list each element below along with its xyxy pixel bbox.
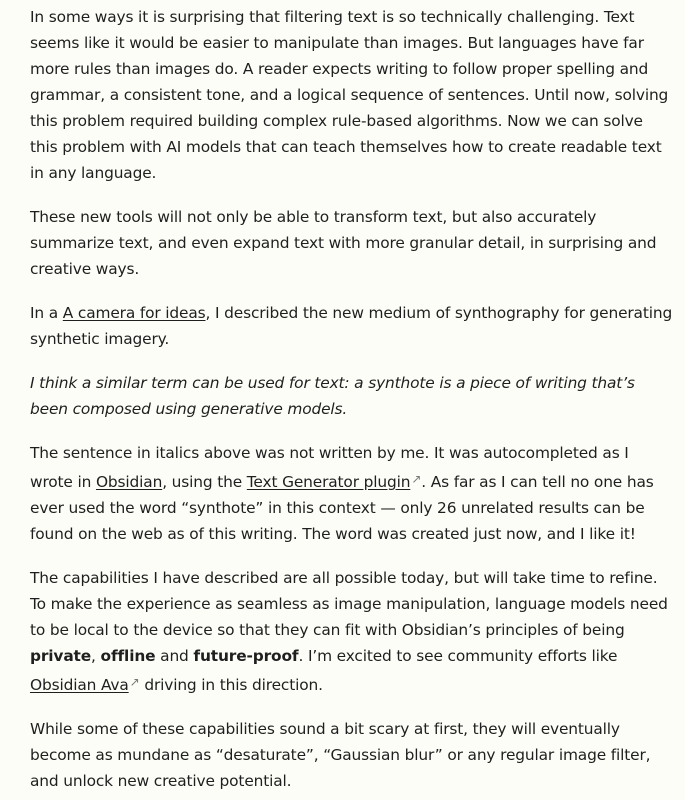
text-segment: , bbox=[91, 647, 101, 665]
external-link-icon: ↗ bbox=[411, 472, 422, 486]
external-link-icon: ↗ bbox=[129, 675, 140, 689]
text-segment: , I described the new medium of synthography for generating synthetic imagery. bbox=[30, 304, 673, 348]
link-obsidian[interactable]: Obsidian bbox=[95, 473, 163, 491]
text-segment: The sentence in italics above was not written by me. It was autocompleted as I wrote in bbox=[30, 444, 629, 491]
bold-offline: offline bbox=[100, 647, 156, 665]
paragraph-new-tools: These new tools will not only be able to transform text, but also accurately summarize text, and even expand text with more granular detail, in surprising and creative ways. bbox=[30, 208, 657, 278]
paragraph-autocompleted bbox=[30, 440, 675, 547]
link-a-camera-for-ideas[interactable]: A camera for ideas bbox=[62, 304, 206, 322]
text-segment: . I’m excited to see community efforts like bbox=[298, 647, 618, 665]
text-segment: . As far as I can tell no one has ever used the word “synthote” in this context — only 26 unrelated results can be found on the web as of this writing. The word was created just now, and I like it! bbox=[30, 473, 654, 543]
text-segment: driving in this direction. bbox=[139, 676, 323, 694]
paragraph-camera-for-ideas bbox=[30, 300, 675, 352]
bold-private: private bbox=[30, 647, 92, 665]
paragraph-mundane: While some of these capabilities sound a bit scary at first, they will eventually become as mundane as “desaturate”, “Gaussian blur” or any regular image filter, and unlock new creative potential. bbox=[30, 720, 651, 790]
paragraph-text-filtering: In some ways it is surprising that filtering text is so technically challenging. Text seems like it would be easier to manipulate than images. But languages have far more rules than images do. A reader expects writing to follow proper spelling and grammar, a consistent tone, and a logical sequence of sentences. Until now, solving this problem required building complex rule-based algorithms. Now we can solve this problem with AI models that can teach themselves how to create readable text in any language. bbox=[30, 8, 669, 182]
text-segment: and bbox=[155, 647, 194, 665]
link-text-generator-plugin[interactable]: Text Generator plugin bbox=[246, 473, 411, 491]
bold-future-proof: future-proof bbox=[193, 647, 299, 665]
link-obsidian-ava[interactable]: Obsidian Ava bbox=[30, 676, 129, 694]
text-segment: , using the bbox=[162, 473, 247, 491]
text-segment: In a bbox=[30, 304, 63, 322]
paragraph-capabilities bbox=[30, 565, 675, 698]
italic-quote-synthote: I think a similar term can be used for text: a synthote is a piece of writing that’s been composed using generative models. bbox=[30, 374, 635, 418]
text-segment: The capabilities I have described are all possible today, but will take time to refine. To make the experience as seamless as image manipulation, language models need to be local to the device so that they can fit with Obsidian’s principles of being bbox=[30, 569, 668, 639]
